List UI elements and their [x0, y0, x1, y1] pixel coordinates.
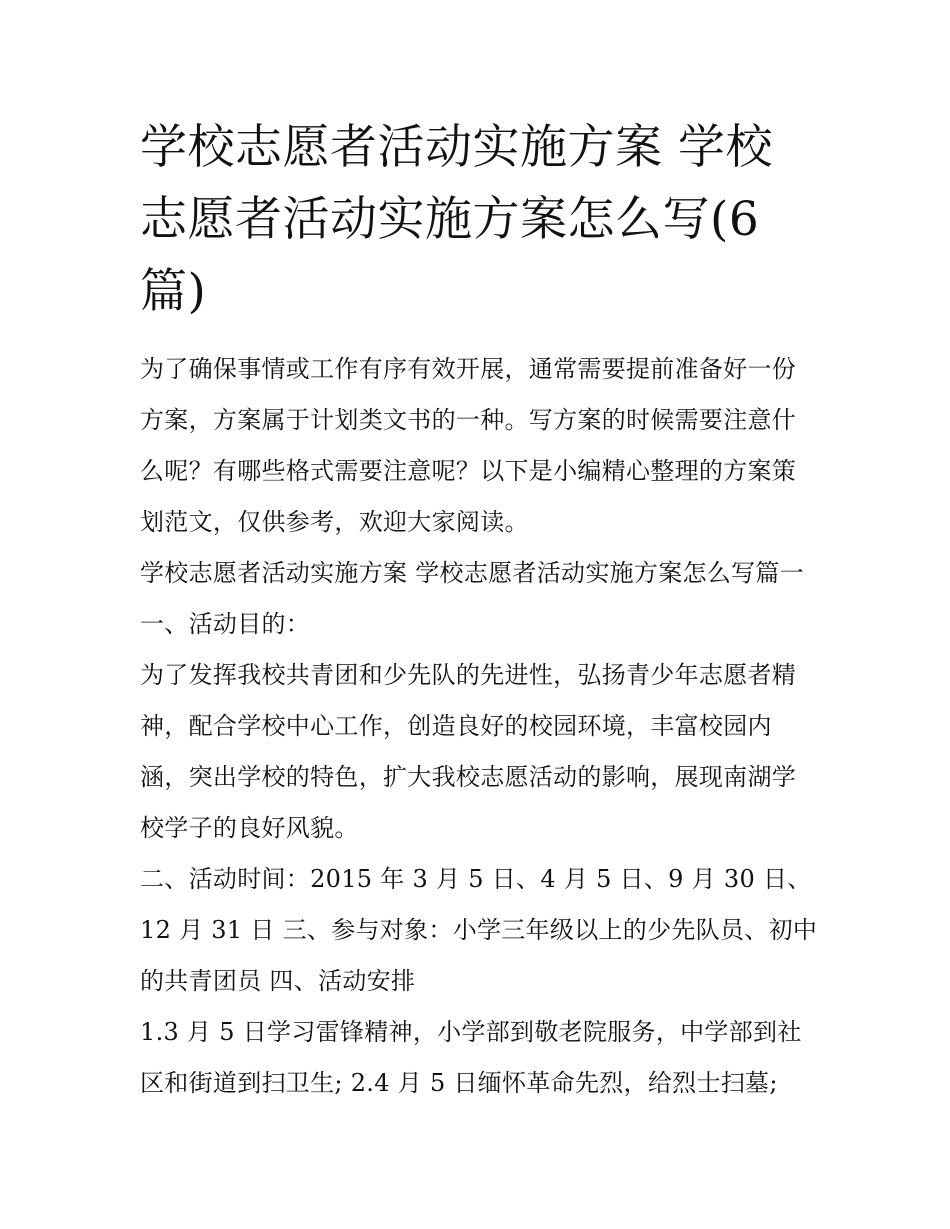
section-heading-paragraph: 学校志愿者活动实施方案 学校志愿者活动实施方案怎么写篇一 一、活动目的：: [140, 559, 805, 638]
purpose-paragraph: 为了发挥我校共青团和少先队的先进性，弘扬青少年志愿者精神，配合学校中心工作，创造良好的校园环境，丰富校园内涵，突出学校的特色，扩大我校志愿活动的影响，展现南湖学校学子的良好风貌。: [140, 661, 797, 842]
document-title: 学校志愿者活动实施方案 学校志愿者活动实施方案怎么写(6篇): [140, 120, 773, 319]
arrangement-paragraph: 1.3 月 5 日学习雷锋精神，小学部到敬老院服务，中学部到社区和街道到扫卫生; 2.4 月 5 日缅怀革命先烈，给烈士扫墓;: [140, 1018, 802, 1097]
schedule-paragraph: 二、活动时间：2015 年 3 月 5 日、4 月 5 日、9 月 30 日、12 月 31 日 三、参与对象：小学三年级以上的少先队员、初中的共青团员 四、活动安排: [140, 865, 818, 995]
intro-paragraph: 为了确保事情或工作有序有效开展，通常需要提前准备好一份方案，方案属于计划类文书的一种。写方案的时候需要注意什么呢？有哪些格式需要注意呢？以下是小编精心整理的方案策划范文，仅供参考，欢迎大家阅读。: [140, 355, 797, 536]
document-body: [140, 112, 820, 1109]
